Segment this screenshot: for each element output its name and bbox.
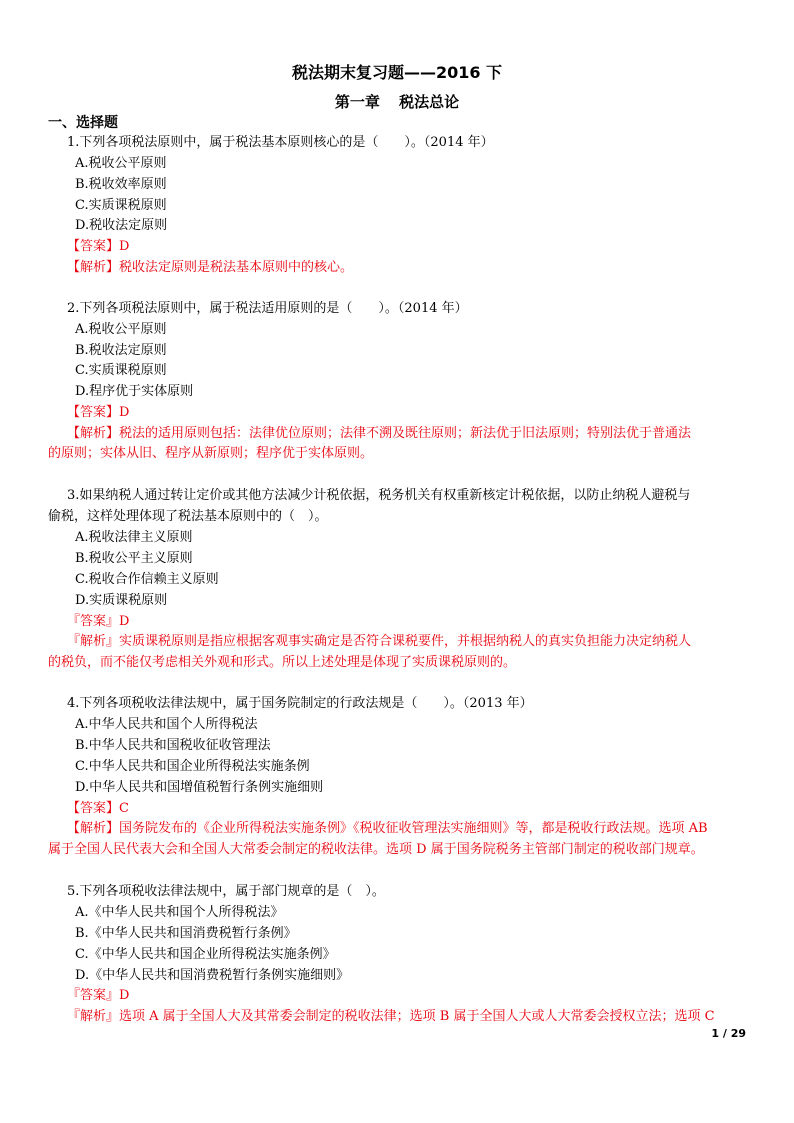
question-1-option-b: B.税收效率原则: [75, 177, 167, 192]
question-2-answer: 【答案】D: [67, 405, 130, 420]
question-1-explanation: 【解析】税收法定原则是税法基本原则中的核心。: [67, 260, 354, 275]
question-2-option-d: D.程序优于实体原则: [75, 384, 194, 399]
question-4-explanation-line-1: 【解析】国务院发布的《企业所得税法实施条例》《税收征收管理法实施细则》等，都是税收行政法规。选项 AB: [67, 821, 708, 836]
question-5-option-a: A.《中华人民共和国个人所得税法》: [75, 905, 284, 920]
question-3-answer: 『答案』D: [67, 614, 130, 629]
question-2-option-a: A.税收公平原则: [75, 322, 167, 337]
question-5-explanation-line-1: 『解析』选项 A 属于全国人大及其常委会制定的税收法律；选项 B 属于全国人大或人大常委会授权立法；选项 C: [67, 1009, 715, 1024]
question-3-option-b: B.税收公平主义原则: [75, 551, 193, 566]
question-4-option-a: A.中华人民共和国个人所得税法: [75, 717, 258, 732]
question-4-answer: 【答案】C: [67, 801, 129, 816]
question-4-option-c: C.中华人民共和国企业所得税法实施条例: [75, 759, 310, 774]
question-1-option-d: D.税收法定原则: [75, 218, 168, 233]
question-3-explanation-line-2: 的税负，而不能仅考虑相关外观和形式。所以上述处理是体现了实质课税原则的。: [48, 655, 517, 670]
page-number: 1 / 29: [711, 1027, 746, 1040]
question-1-option-a: A.税收公平原则: [75, 156, 167, 171]
question-3-stem-line-1: 3.如果纳税人通过转让定价或其他方法减少计税依据，税务机关有权重新核定计税依据，以防止纳税人避税与: [67, 488, 691, 503]
question-4-explanation-line-2: 属于全国人民代表大会和全国人大常委会制定的税收法律。选项 D 属于国务院税务主管部门制定的税收部门规章。: [48, 842, 704, 857]
question-4-option-b: B.中华人民共和国税收征收管理法: [75, 738, 271, 753]
question-2-explanation-line-1: 【解析】税法的适用原则包括：法律优位原则；法律不溯及既往原则；新法优于旧法原则；特别法优于普通法: [67, 426, 692, 441]
document-title: 税法期末复习题——2016 下: [291, 63, 503, 82]
question-3-stem-line-2: 偷税，这样处理体现了税法基本原则中的（ ）。: [48, 509, 328, 524]
question-3-option-d: D.实质课税原则: [75, 593, 168, 608]
question-1-answer: 【答案】D: [67, 239, 130, 254]
question-3-option-a: A.税收法律主义原则: [75, 530, 193, 545]
question-3-option-c: C.税收合作信赖主义原则: [75, 572, 219, 587]
question-5-answer: 『答案』D: [67, 988, 130, 1003]
question-1-option-c: C.实质课税原则: [75, 198, 167, 213]
question-4-stem: 4.下列各项税收法律法规中，属于国务院制定的行政法规是（ ）。（2013 年）: [67, 696, 533, 711]
question-3-explanation-line-1: 『解析』实质课税原则是指应根据客观事实确定是否符合课税要件，并根据纳税人的真实负担能力决定纳税人: [67, 634, 692, 649]
question-5-stem: 5.下列各项税收法律法规中，属于部门规章的是（ ）。: [67, 884, 385, 899]
question-5-option-c: C.《中华人民共和国企业所得税法实施条例》: [75, 947, 336, 962]
question-5-option-b: B.《中华人民共和国消费税暂行条例》: [75, 926, 297, 941]
question-2-option-c: C.实质课税原则: [75, 363, 167, 378]
chapter-title: 第一章 税法总论: [334, 93, 460, 111]
question-4-option-d: D.中华人民共和国增值税暂行条例实施细则: [75, 780, 324, 795]
question-2-option-b: B.税收法定原则: [75, 343, 167, 358]
section-heading: 一、选择题: [48, 115, 118, 131]
question-2-stem: 2.下列各项税法原则中，属于税法适用原则的是（ ）。（2014 年）: [67, 301, 468, 316]
question-2-explanation-line-2: 的原则；实体从旧、程序从新原则；程序优于实体原则。: [48, 446, 374, 461]
question-1-stem: 1.下列各项税法原则中，属于税法基本原则核心的是（ ）。（2014 年）: [67, 135, 494, 150]
question-5-option-d: D.《中华人民共和国消费税暂行条例实施细则》: [75, 968, 350, 983]
